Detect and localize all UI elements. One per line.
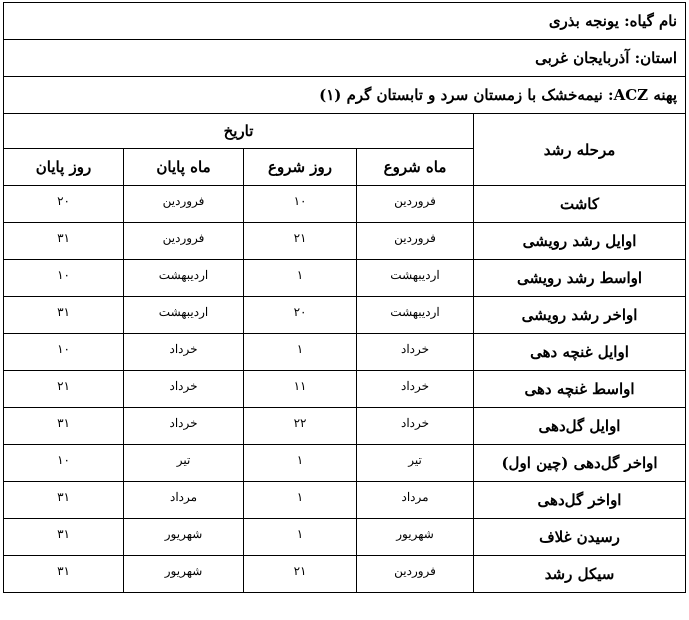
end-day-cell: ۱۰ — [4, 260, 124, 297]
table-row — [4, 556, 686, 593]
stage-cell: اوایل رشد رویشی — [474, 223, 686, 260]
end-day-cell: ۳۱ — [4, 482, 124, 519]
table-row — [4, 371, 686, 408]
end-day-cell: ۳۱ — [4, 408, 124, 445]
end-day-cell: ۳۱ — [4, 297, 124, 334]
start-day-cell: ۱۰ — [244, 186, 357, 223]
stage-cell: اواخر گل‌دهی (چین اول) — [474, 445, 686, 482]
start-month-cell: خرداد — [357, 371, 474, 408]
document — [3, 2, 685, 593]
start-month-cell: خرداد — [357, 334, 474, 371]
end-month-cell: اردیبهشت — [124, 260, 244, 297]
end-month-cell: شهریور — [124, 519, 244, 556]
end-month-cell: خرداد — [124, 334, 244, 371]
start-day-cell: ۲۱ — [244, 556, 357, 593]
stage-cell: اواخر گل‌دهی — [474, 482, 686, 519]
end-day-cell: ۳۱ — [4, 519, 124, 556]
start-day-cell: ۲۰ — [244, 297, 357, 334]
stage-cell: اوایل گل‌دهی — [474, 408, 686, 445]
start-month-cell: اردیبهشت — [357, 260, 474, 297]
start-day-cell: ۱۱ — [244, 371, 357, 408]
stage-cell: کاشت — [474, 186, 686, 223]
start-day-cell: ۱ — [244, 482, 357, 519]
table-row — [4, 334, 686, 371]
table-row — [4, 223, 686, 260]
start-month-cell: خرداد — [357, 408, 474, 445]
end-month-cell: فروردین — [124, 223, 244, 260]
start-month-cell: مرداد — [357, 482, 474, 519]
stage-cell: سیکل رشد — [474, 556, 686, 593]
header-stage: مرحله رشد — [474, 114, 686, 186]
header-end-day: روز پایان — [4, 149, 124, 186]
table-row — [4, 482, 686, 519]
table-row — [4, 519, 686, 556]
climate-zone: پهنه ACZ: نیمه‌خشک با زمستان سرد و تابستان گرم (۱) — [4, 77, 686, 114]
start-day-cell: ۱ — [244, 445, 357, 482]
table-row — [4, 297, 686, 334]
stage-cell: اوایل غنچه دهی — [474, 334, 686, 371]
stage-cell: اواخر رشد رویشی — [474, 297, 686, 334]
end-day-cell: ۲۱ — [4, 371, 124, 408]
province-name: استان: آذربایجان غربی — [4, 40, 686, 77]
table-row — [4, 186, 686, 223]
header-start-day: روز شروع — [244, 149, 357, 186]
growth-stage-table — [3, 2, 686, 593]
table-row — [4, 445, 686, 482]
start-day-cell: ۲۱ — [244, 223, 357, 260]
end-month-cell: اردیبهشت — [124, 297, 244, 334]
start-day-cell: ۱ — [244, 260, 357, 297]
end-month-cell: خرداد — [124, 371, 244, 408]
start-month-cell: شهریور — [357, 519, 474, 556]
end-month-cell: مرداد — [124, 482, 244, 519]
end-day-cell: ۳۱ — [4, 556, 124, 593]
start-month-cell: فروردین — [357, 556, 474, 593]
end-month-cell: تیر — [124, 445, 244, 482]
end-day-cell: ۱۰ — [4, 334, 124, 371]
start-month-cell: فروردین — [357, 223, 474, 260]
table-row — [4, 260, 686, 297]
table-row — [4, 408, 686, 445]
start-day-cell: ۱ — [244, 334, 357, 371]
stage-cell: رسیدن غلاف — [474, 519, 686, 556]
plant-name: نام گیاه: یونجه بذری — [4, 3, 686, 40]
end-day-cell: ۱۰ — [4, 445, 124, 482]
start-month-cell: تیر — [357, 445, 474, 482]
end-day-cell: ۲۰ — [4, 186, 124, 223]
end-month-cell: فروردین — [124, 186, 244, 223]
start-day-cell: ۲۲ — [244, 408, 357, 445]
stage-cell: اواسط غنچه دهی — [474, 371, 686, 408]
end-month-cell: شهریور — [124, 556, 244, 593]
header-start-month: ماه شروع — [357, 149, 474, 186]
header-date: تاریخ — [4, 114, 474, 149]
stage-cell: اواسط رشد رویشی — [474, 260, 686, 297]
start-month-cell: اردیبهشت — [357, 297, 474, 334]
header-end-month: ماه پایان — [124, 149, 244, 186]
end-day-cell: ۳۱ — [4, 223, 124, 260]
start-day-cell: ۱ — [244, 519, 357, 556]
end-month-cell: خرداد — [124, 408, 244, 445]
start-month-cell: فروردین — [357, 186, 474, 223]
